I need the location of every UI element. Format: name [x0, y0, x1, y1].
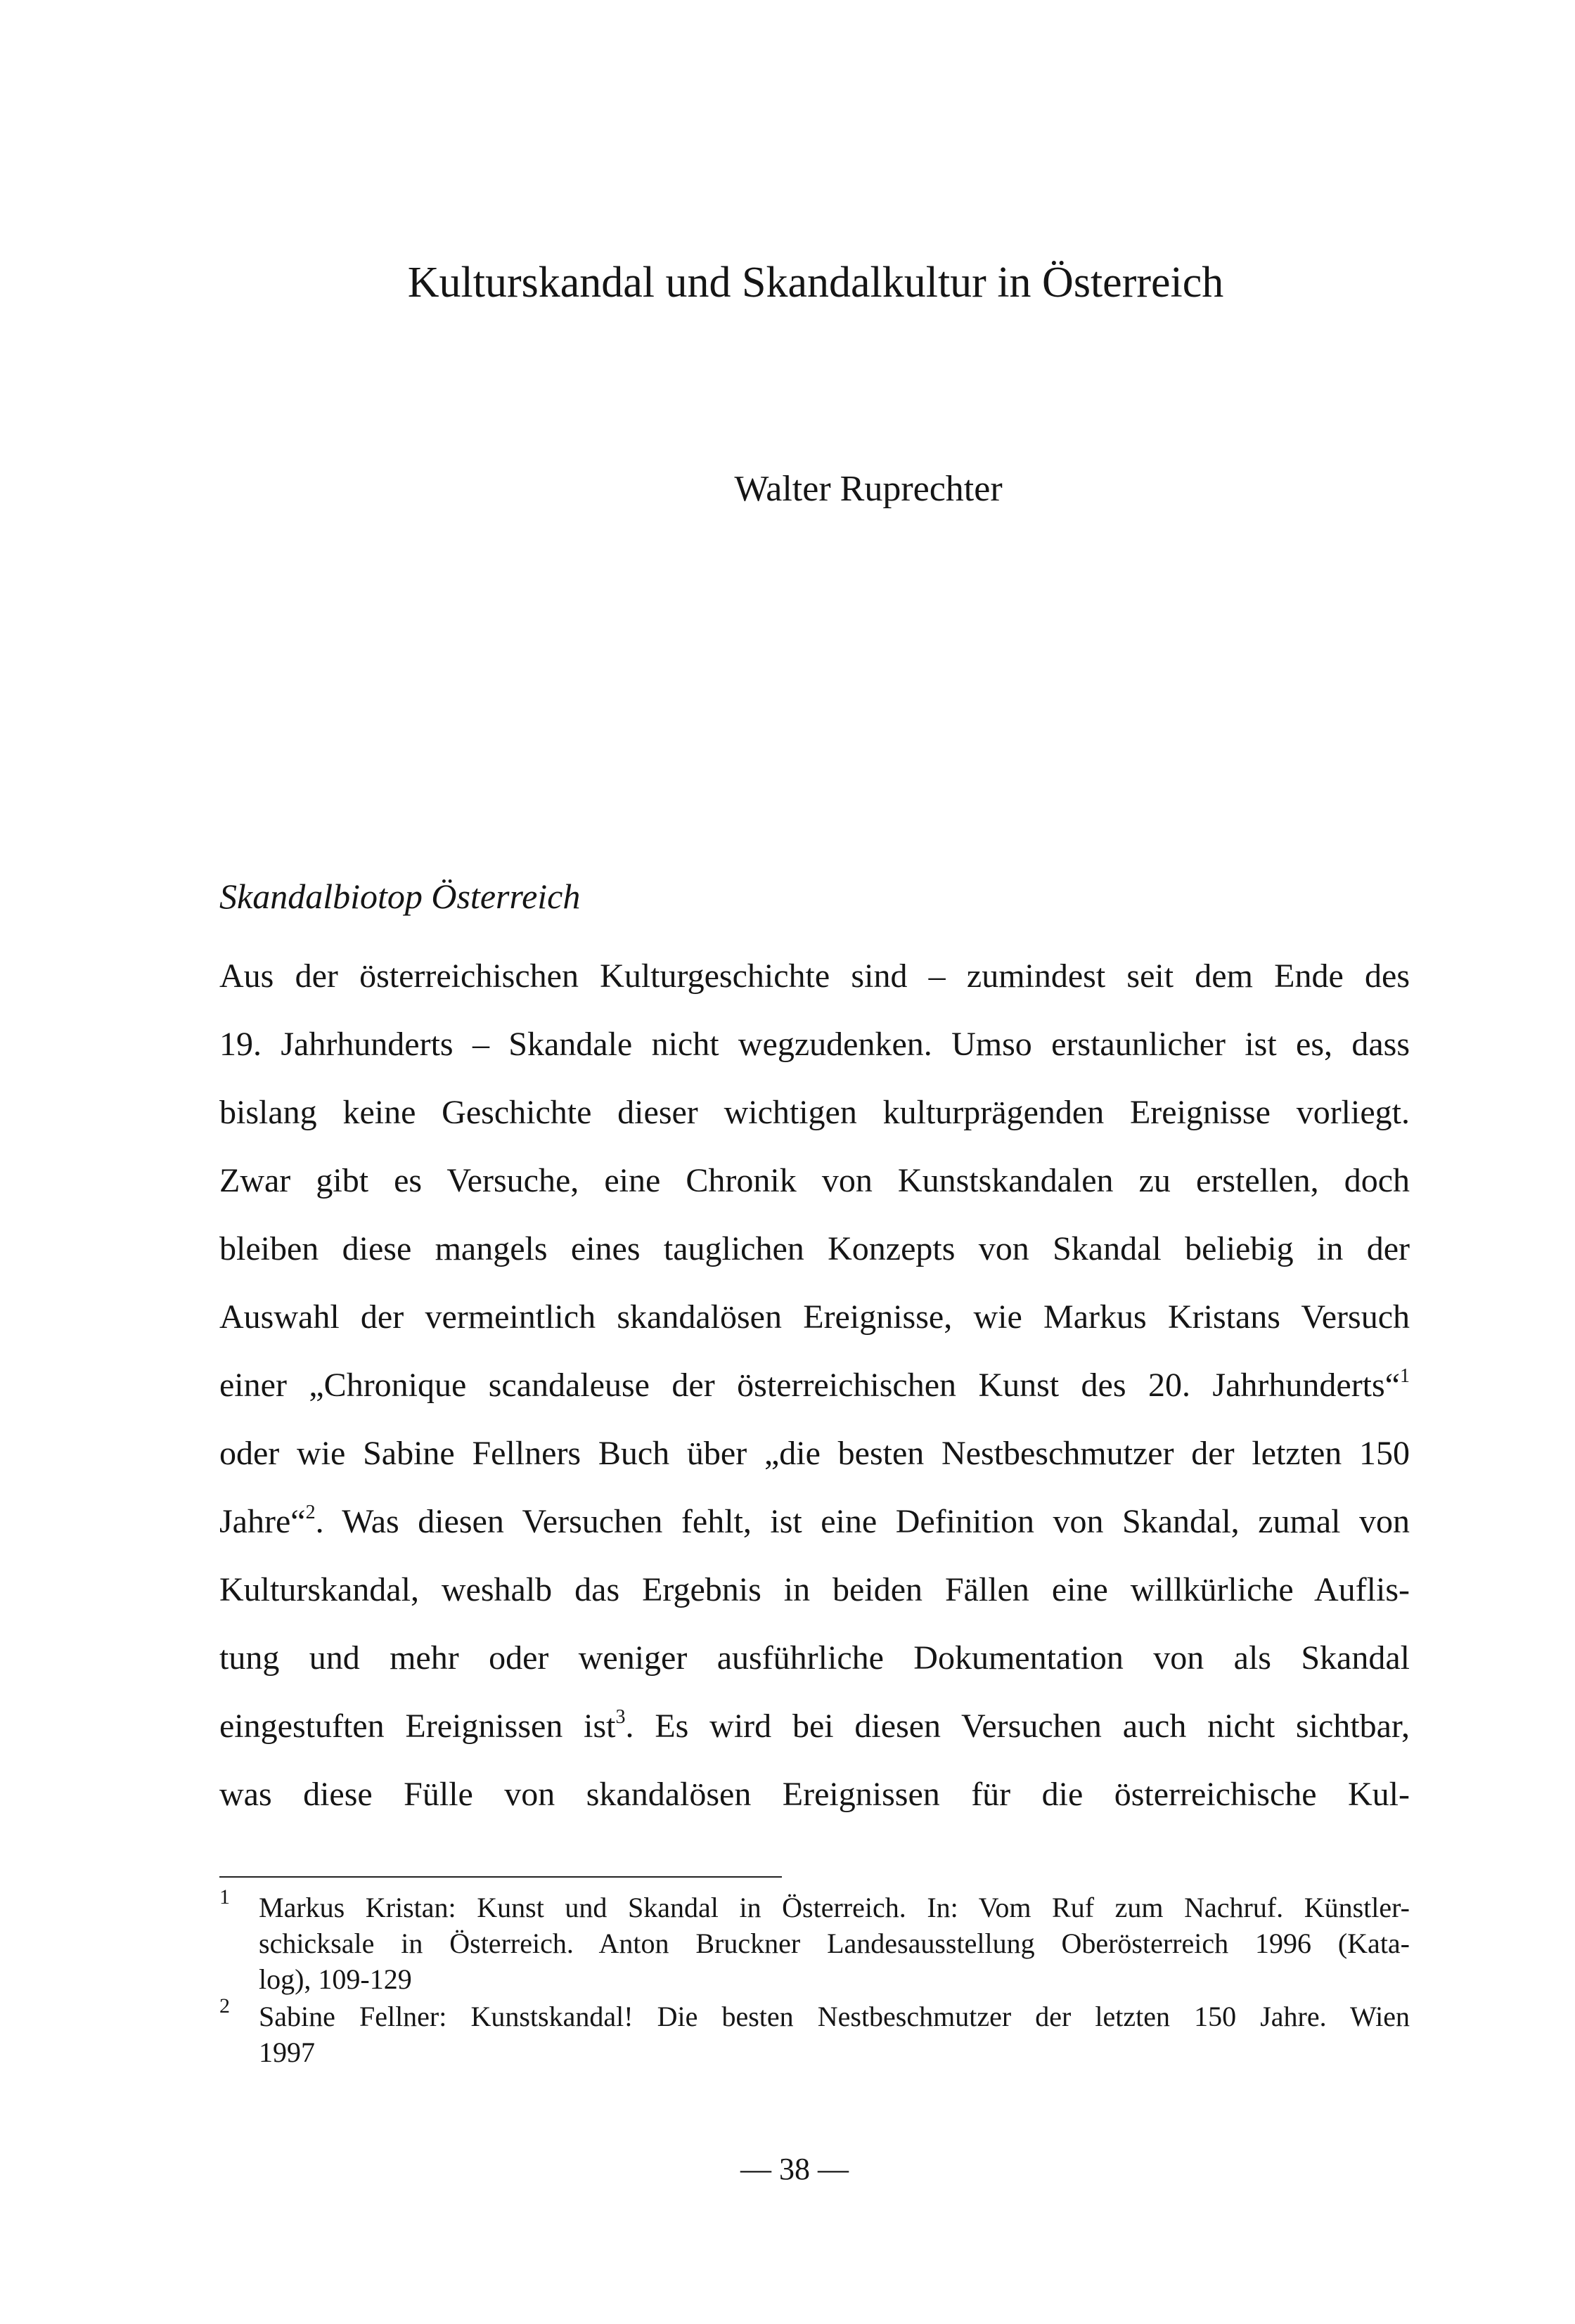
body-line-text-continued: . Was diesen Versuchen fehlt, ist eine Definition von Skandal, zumal von	[315, 1503, 1410, 1540]
body-line-text: 19. Jahrhunderts – Skandale nicht wegzudenken. Umso erstaunlicher ist es, dass	[219, 1026, 1410, 1063]
footnote-divider	[219, 1876, 782, 1878]
footnote-line: Sabine Fellner: Kunstskandal! Die besten Nestbeschmutzer der letzten 150 Jahre. Wien	[259, 2001, 1410, 2032]
footnote-line: 1997	[259, 2036, 315, 2068]
body-line-text: Jahre“	[219, 1503, 306, 1540]
footnote-line: Markus Kristan: Kunst und Skandal in Österreich. In: Vom Ruf zum Nachruf. Künstler-	[259, 1892, 1410, 1923]
section-heading: Skandalbiotop Österreich	[219, 877, 581, 916]
body-line-text: Kulturskandal, weshalb das Ergebnis in beiden Fällen eine willkürliche Auflis-	[219, 1571, 1410, 1608]
footnote-number: 2	[219, 1994, 230, 2018]
body-line	[219, 1078, 1410, 1147]
body-line-text: oder wie Sabine Fellners Buch über „die besten Nestbeschmutzer der letzten 150	[219, 1435, 1410, 1472]
body-line-text: einer „Chronique scandaleuse der österreichischen Kunst des 20. Jahrhunderts“	[219, 1367, 1400, 1404]
body-line	[219, 942, 1410, 1010]
author-name: Walter Ruprechter	[734, 469, 1003, 509]
body-line	[219, 1215, 1410, 1283]
footnote	[219, 1885, 1410, 1997]
body-line	[219, 1487, 1410, 1556]
body-line	[219, 1556, 1410, 1624]
footnote	[219, 1994, 1410, 2070]
body-line-text: Aus der österreichischen Kulturgeschichte sind – zumindest seit dem Ende des	[219, 957, 1410, 995]
body-line	[219, 1624, 1410, 1692]
body-line	[219, 1351, 1410, 1419]
body-line	[219, 1760, 1410, 1828]
footnotes	[219, 1885, 1410, 2072]
body-line-text-continued: . Es wird bei diesen Versuchen auch nicht sichtbar,	[625, 1708, 1410, 1745]
footnote-reference[interactable]: 3	[615, 1706, 626, 1728]
footnote-line: schicksale in Österreich. Anton Bruckner Landesausstellung Oberösterreich 1996 (Kata-	[259, 1928, 1410, 1959]
body-line-text: bislang keine Geschichte dieser wichtigen kulturprägenden Ereignisse vorliegt.	[219, 1094, 1410, 1131]
body-line	[219, 1010, 1410, 1078]
body-line-text: Zwar gibt es Versuche, eine Chronik von Kunstskandalen zu erstellen, doch	[219, 1162, 1410, 1199]
body-line-text: tung und mehr oder weniger ausführliche Dokumentation von als Skandal	[219, 1639, 1410, 1677]
body-line-text: eingestuften Ereignissen ist	[219, 1708, 616, 1745]
body-line-text: bleiben diese mangels eines tauglichen Konzepts von Skandal beliebig in der	[219, 1230, 1410, 1267]
footnote-line: log), 109-129	[259, 1963, 412, 1995]
body-line	[219, 1283, 1410, 1351]
page-title: Kulturskandal und Skandalkultur in Österreich	[407, 259, 1224, 306]
footnote-reference[interactable]: 1	[1400, 1365, 1410, 1387]
footnote-reference[interactable]: 2	[305, 1502, 316, 1523]
body-line-text: was diese Fülle von skandalösen Ereignissen für die österreichische Kul-	[219, 1776, 1410, 1813]
body-line	[219, 1147, 1410, 1215]
body-line	[219, 1692, 1410, 1760]
footnote-number: 1	[219, 1885, 230, 1909]
body-line	[219, 1419, 1410, 1487]
body-text	[219, 942, 1410, 1828]
page-number: — 38 —	[740, 2152, 849, 2186]
body-line-text: Auswahl der vermeintlich skandalösen Ereignisse, wie Markus Kristans Versuch	[219, 1298, 1410, 1336]
